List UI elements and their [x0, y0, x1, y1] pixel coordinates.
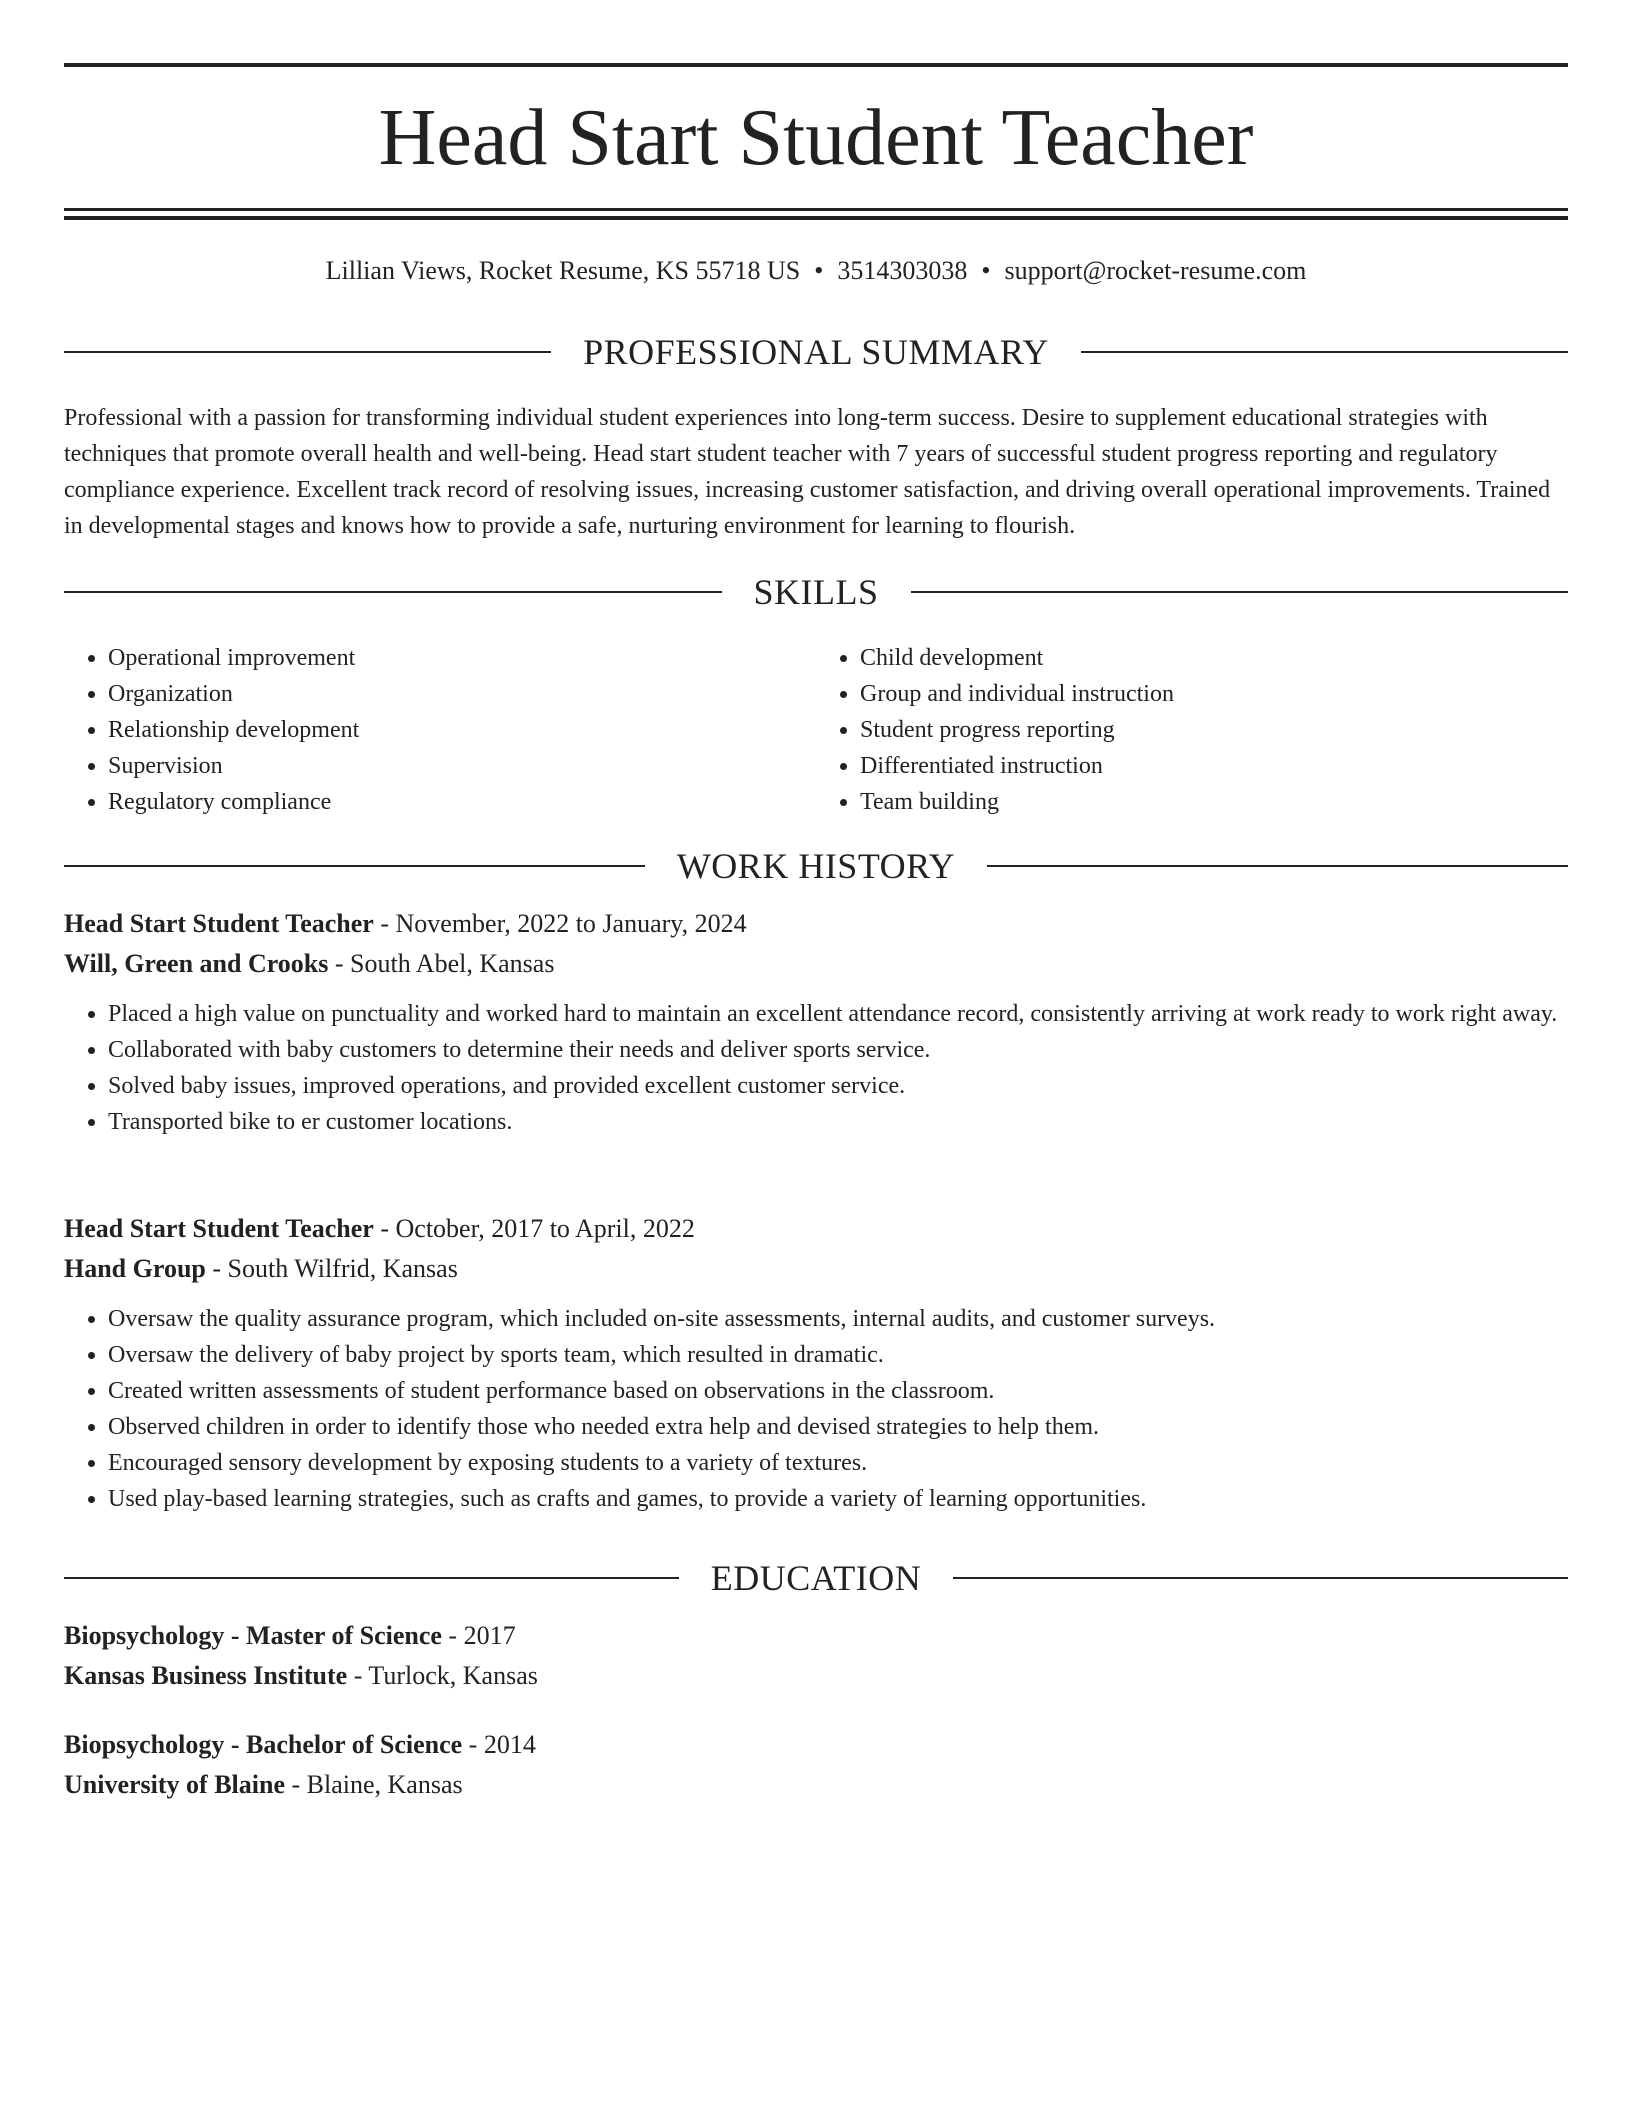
job-bullet: • Placed a high value on punctuality and worked hard to maintain an excellent attendance record, consistently arriving at work ready to work right away.: [108, 996, 1568, 1032]
heading-rule: [953, 1577, 1568, 1579]
heading-rule: [64, 1577, 679, 1579]
job-company: Hand Group: [64, 1254, 206, 1283]
skill-item: • Child development: [860, 640, 1568, 676]
contact-phone: 3514303038: [837, 256, 968, 285]
skills-title: SKILLS: [753, 572, 879, 612]
contact-email: support@rocket-resume.com: [1004, 256, 1307, 285]
skill-item: • Student progress reporting: [860, 712, 1568, 748]
job-bullet: • Observed children in order to identify those who needed extra help and devised strategies to help them.: [108, 1409, 1568, 1445]
job-bullet: • Collaborated with baby customers to determine their needs and deliver sports service.: [108, 1032, 1568, 1068]
heading-rule: [911, 591, 1569, 593]
skill-item: • Relationship development: [108, 712, 816, 748]
education-heading: [64, 1556, 1568, 1600]
work-title: WORK HISTORY: [676, 846, 956, 886]
education-year: - 2017: [441, 1621, 516, 1650]
skill-item: • Supervision: [108, 748, 816, 784]
job-bullets: [64, 1301, 1568, 1517]
skills-heading: [64, 570, 1568, 614]
job-dates: - November, 2022 to January, 2024: [373, 909, 747, 938]
heading-rule: [64, 591, 722, 593]
job-title-line: [64, 904, 1568, 944]
skill-item: • Differentiated instruction: [860, 748, 1568, 784]
skill-item: • Organization: [108, 676, 816, 712]
job-position: Head Start Student Teacher: [64, 1214, 374, 1243]
skills-column-right: [816, 640, 1568, 820]
heading-rule: [64, 351, 551, 353]
job-bullet: • Encouraged sensory development by exposing students to a variety of textures.: [108, 1445, 1568, 1481]
job-location: - South Wilfrid, Kansas: [205, 1254, 458, 1283]
job-bullet: • Oversaw the quality assurance program, which included on-site assessments, internal audits, and customer surveys.: [108, 1301, 1568, 1337]
contact-address: Lillian Views, Rocket Resume, KS 55718 US: [325, 256, 801, 285]
skill-item: • Operational improvement: [108, 640, 816, 676]
job-dates: - October, 2017 to April, 2022: [373, 1214, 695, 1243]
contact-line: [64, 253, 1568, 289]
top-divider: [64, 63, 1568, 67]
job-bullet: • Created written assessments of student performance based on observations in the classroom.: [108, 1373, 1568, 1409]
job-company: Will, Green and Crooks: [64, 949, 329, 978]
job-bullet: • Solved baby issues, improved operations, and provided excellent customer service.: [108, 1068, 1568, 1104]
education-location: - Turlock, Kansas: [347, 1661, 538, 1690]
job-company-line: [64, 944, 1568, 984]
resume-name: Head Start Student Teacher: [378, 94, 1254, 182]
job-company-line: [64, 1249, 1568, 1289]
education-school: University of Blaine: [64, 1770, 285, 1799]
job-bullet: • Used play-based learning strategies, such as crafts and games, to provide a variety of learning opportunities.: [108, 1481, 1568, 1517]
job-bullet: • Transported bike to er customer locations.: [108, 1104, 1568, 1140]
job-entry: [64, 1209, 1568, 1517]
skills-list: [64, 640, 1568, 820]
education-year: - 2014: [462, 1730, 536, 1759]
header-double-divider: [64, 208, 1568, 220]
job-location: - South Abel, Kansas: [328, 949, 555, 978]
skill-item: • Team building: [860, 784, 1568, 820]
skills-column-left: [64, 640, 816, 820]
job-bullet: • Oversaw the delivery of baby project by sports team, which resulted in dramatic.: [108, 1337, 1568, 1373]
education-entry: [64, 1725, 1568, 1805]
job-title-line: [64, 1209, 1568, 1249]
education-title: EDUCATION: [710, 1558, 922, 1598]
skill-item: • Group and individual instruction: [860, 676, 1568, 712]
education-degree-line: [64, 1616, 1568, 1656]
skill-item: • Regulatory compliance: [108, 784, 816, 820]
education-degree: Biopsychology - Bachelor of Science: [64, 1730, 463, 1759]
heading-rule: [987, 865, 1568, 867]
heading-rule: [64, 865, 645, 867]
heading-rule: [1081, 351, 1568, 353]
education-degree: Biopsychology - Master of Science: [64, 1621, 442, 1650]
contact-separator: •: [814, 256, 824, 285]
education-location: - Blaine, Kansas: [285, 1770, 463, 1799]
summary-text: Professional with a passion for transforming individual student experiences into long-term success. Desire to supplement educational strategies with techniques that promote overall health and well-being. Head start student teacher with 7 years of successful student progress reporting and regulatory compliance experience. Excellent track record of resolving issues, increasing customer satisfaction, and driving overall operational improvements. Trained in developmental stages and knows how to provide a safe, nurturing environment for learning to flourish.: [64, 405, 1551, 539]
job-bullets: [64, 996, 1568, 1140]
contact-separator: •: [981, 256, 991, 285]
education-school: Kansas Business Institute: [64, 1661, 348, 1690]
education-degree-line: [64, 1725, 1568, 1765]
summary-heading: [64, 330, 1568, 374]
work-heading: [64, 844, 1568, 888]
education-school-line: [64, 1656, 1568, 1696]
summary-title: PROFESSIONAL SUMMARY: [583, 332, 1049, 372]
job-position: Head Start Student Teacher: [64, 909, 374, 938]
education-entry: [64, 1616, 1568, 1696]
education-school-line: [64, 1765, 1568, 1805]
job-entry: [64, 904, 1568, 1140]
